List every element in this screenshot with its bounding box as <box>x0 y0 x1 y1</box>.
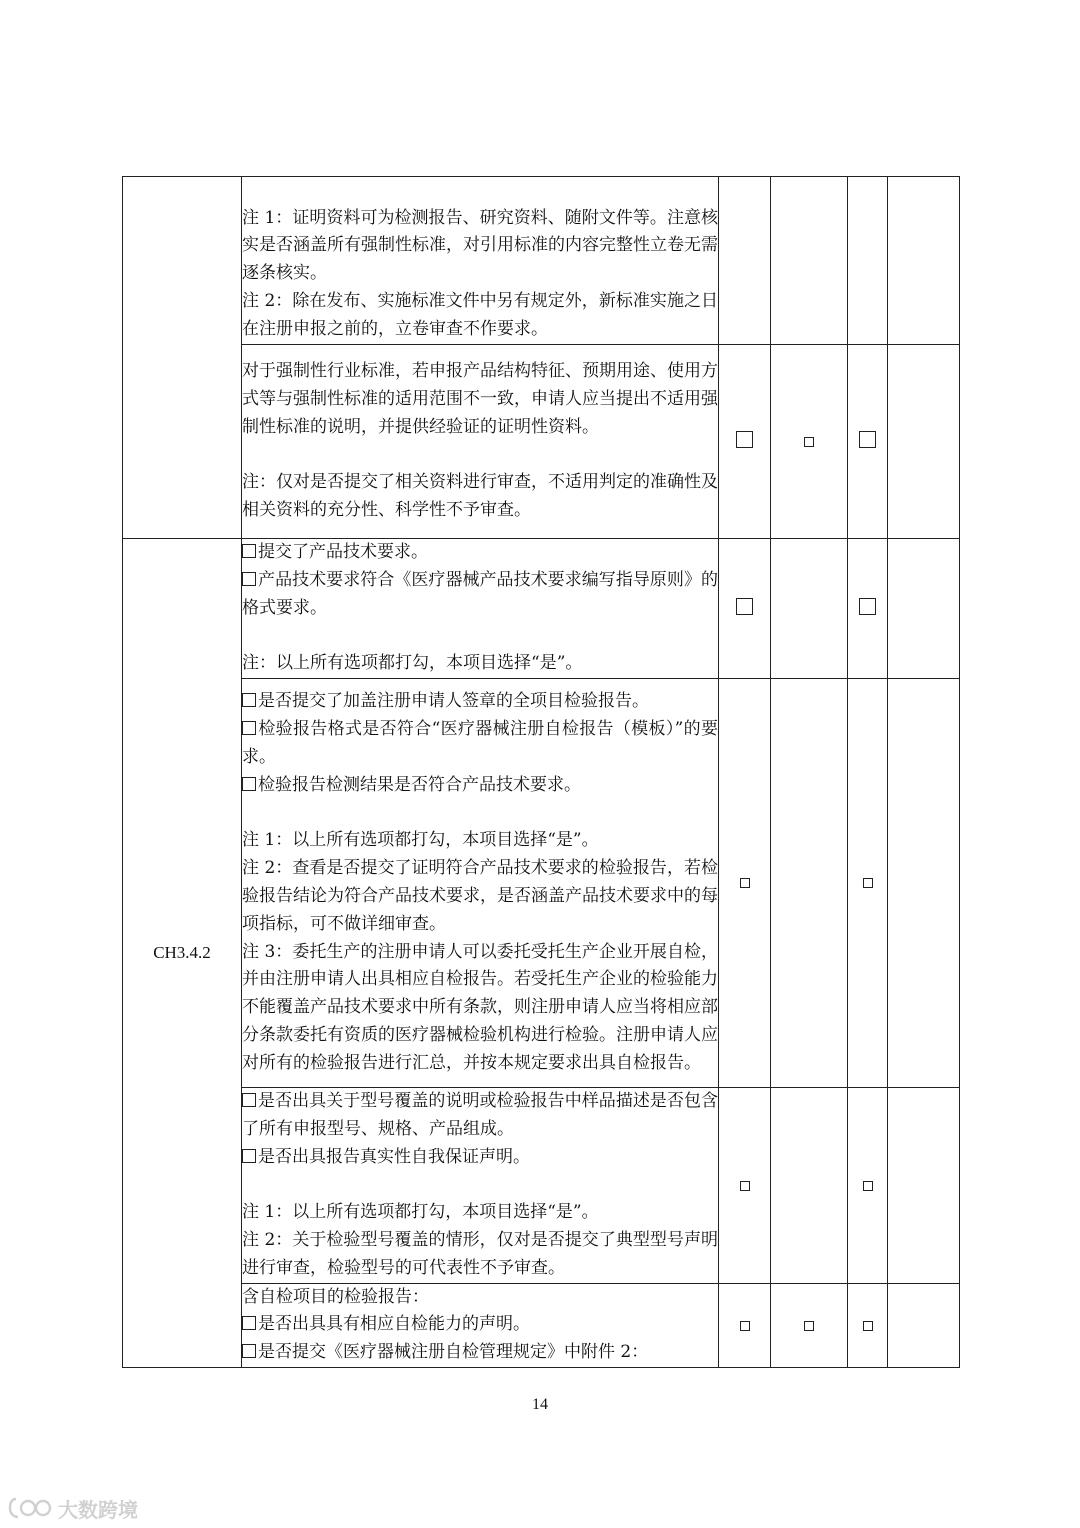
requirement-text: 是否提交了加盖注册申请人签章的全项目检验报告。 <box>258 691 649 712</box>
not-applicable-checkbox[interactable] <box>859 431 876 448</box>
note-text: 注 1：证明资料可为检测报告、研究资料、随附文件等。注意核实是否涵盖所有强制性标准，对引用标准的内容完整性立卷无需逐条核实。 <box>242 207 718 284</box>
requirement-cell <box>242 539 719 679</box>
item-checkbox[interactable] <box>242 1316 256 1330</box>
answer-na-cell <box>848 345 888 539</box>
answer-na-cell <box>848 539 888 679</box>
requirement-text: 产品技术要求符合《医疗器械产品技术要求编写指导原则》的格式要求。 <box>242 569 718 618</box>
requirement-cell <box>242 678 719 1087</box>
review-table-container <box>122 176 959 1361</box>
answer-yes-cell <box>719 345 771 539</box>
answer-yes-cell <box>719 177 771 345</box>
answer-na-cell <box>848 1087 888 1283</box>
remarks-cell <box>888 345 960 539</box>
requirement-text: 是否出具具有相应自检能力的声明。 <box>258 1314 530 1335</box>
note-text: 注 2：关于检验型号覆盖的情形，仅对是否提交了典型型号声明进行审查，检验型号的可代表性不予审查。 <box>242 1229 718 1278</box>
note-text: 注：以上所有选项都打勾，本项目选择“是”。 <box>242 653 583 674</box>
table-row <box>123 1283 960 1367</box>
requirement-text: 含自检项目的检验报告： <box>242 1286 429 1307</box>
watermark-logo-icon <box>8 1496 52 1520</box>
requirement-text: 是否出具关于型号覆盖的说明或检验报告中样品描述是否包含了所有申报型号、规格、产品组成。 <box>242 1090 718 1139</box>
not-applicable-checkbox[interactable] <box>863 1321 873 1331</box>
requirement-cell <box>242 177 719 345</box>
note-text: 注 1：以上所有选项都打勾，本项目选择“是”。 <box>242 830 599 851</box>
review-checklist-table <box>122 176 960 1368</box>
answer-no-cell <box>771 345 848 539</box>
section-code-cell-empty <box>123 177 242 539</box>
note-text: 注 3：委托生产的注册申请人可以委托受托生产企业开展自检，并由注册申请人出具相应自检报告。若受托生产企业的检验能力不能覆盖产品技术要求中所有条款，则注册申请人应当将相应部分条款委托有资质的医疗器械检验机构进行检验。注册申请人应对所有的检验报告进行汇总，并按本规定要求出具自检报告。 <box>242 941 718 1073</box>
note-text: 注 2：查看是否提交了证明符合产品技术要求的检验报告，若检验报告结论为符合产品技术要求，是否涵盖产品技术要求中的每项指标，可不做详细审查。 <box>242 858 718 934</box>
item-checkbox[interactable] <box>242 777 256 791</box>
note-text: 注 1：以上所有选项都打勾，本项目选择“是”。 <box>242 1202 599 1223</box>
requirement-text: 是否提交《医疗器械注册自检管理规定》中附件 2： <box>258 1342 649 1363</box>
answer-yes-cell <box>719 1283 771 1367</box>
answer-yes-cell <box>719 1087 771 1283</box>
item-checkbox[interactable] <box>242 572 256 586</box>
table-row <box>123 1087 960 1283</box>
remarks-cell <box>888 539 960 679</box>
no-checkbox[interactable] <box>804 1321 814 1331</box>
yes-checkbox[interactable] <box>736 431 753 448</box>
remarks-cell <box>888 678 960 1087</box>
yes-checkbox[interactable] <box>740 878 750 888</box>
requirement-cell <box>242 345 719 539</box>
item-checkbox[interactable] <box>242 693 256 707</box>
item-checkbox[interactable] <box>242 544 256 558</box>
not-applicable-checkbox[interactable] <box>863 1181 873 1191</box>
remarks-cell <box>888 177 960 345</box>
requirement-text: 提交了产品技术要求。 <box>258 542 428 562</box>
page-number: 14 <box>532 1396 548 1413</box>
requirement-text: 是否出具报告真实性自我保证声明。 <box>258 1146 530 1167</box>
table-row <box>123 678 960 1087</box>
not-applicable-checkbox[interactable] <box>863 878 873 888</box>
yes-checkbox[interactable] <box>740 1321 750 1331</box>
table-row <box>123 539 960 679</box>
answer-na-cell <box>848 678 888 1087</box>
requirement-text: 检验报告格式是否符合“医疗器械注册自检报告（模板）”的要求。 <box>242 719 718 767</box>
note-text: 注：仅对是否提交了相关资料进行审查，不适用判定的准确性及相关资料的充分性、科学性不予审查。 <box>242 472 718 521</box>
not-applicable-checkbox[interactable] <box>859 598 876 615</box>
table-row <box>123 177 960 345</box>
requirement-cell <box>242 1087 719 1283</box>
no-checkbox[interactable] <box>804 437 814 447</box>
answer-no-cell <box>771 177 848 345</box>
item-checkbox[interactable] <box>242 721 256 735</box>
remarks-cell <box>888 1087 960 1283</box>
note-text: 注 2：除在发布、实施标准文件中另有规定外，新标准实施之日在注册申报之前的，立卷审查不作要求。 <box>242 290 718 339</box>
remarks-cell <box>888 1283 960 1367</box>
item-checkbox[interactable] <box>242 1149 256 1163</box>
item-checkbox[interactable] <box>242 1093 256 1107</box>
yes-checkbox[interactable] <box>740 1181 750 1191</box>
answer-yes-cell <box>719 678 771 1087</box>
watermark <box>8 1494 138 1522</box>
requirement-cell <box>242 1283 719 1367</box>
answer-no-cell <box>771 678 848 1087</box>
watermark-text: 大数跨境 <box>58 1497 138 1522</box>
yes-checkbox[interactable] <box>736 598 753 615</box>
answer-na-cell <box>848 1283 888 1367</box>
table-row <box>123 345 960 539</box>
section-code-cell: CH3.4.2 <box>123 539 242 1368</box>
item-checkbox[interactable] <box>242 1344 256 1358</box>
answer-no-cell <box>771 539 848 679</box>
requirement-text: 对于强制性行业标准，若申报产品结构特征、预期用途、使用方式等与强制性标准的适用范围不一致，申请人应当提出不适用强制性标准的说明，并提供经验证的证明性资料。 <box>242 361 718 437</box>
answer-na-cell <box>848 177 888 345</box>
requirement-text: 检验报告检测结果是否符合产品技术要求。 <box>258 774 581 795</box>
answer-no-cell <box>771 1283 848 1367</box>
answer-yes-cell <box>719 539 771 679</box>
answer-no-cell <box>771 1087 848 1283</box>
